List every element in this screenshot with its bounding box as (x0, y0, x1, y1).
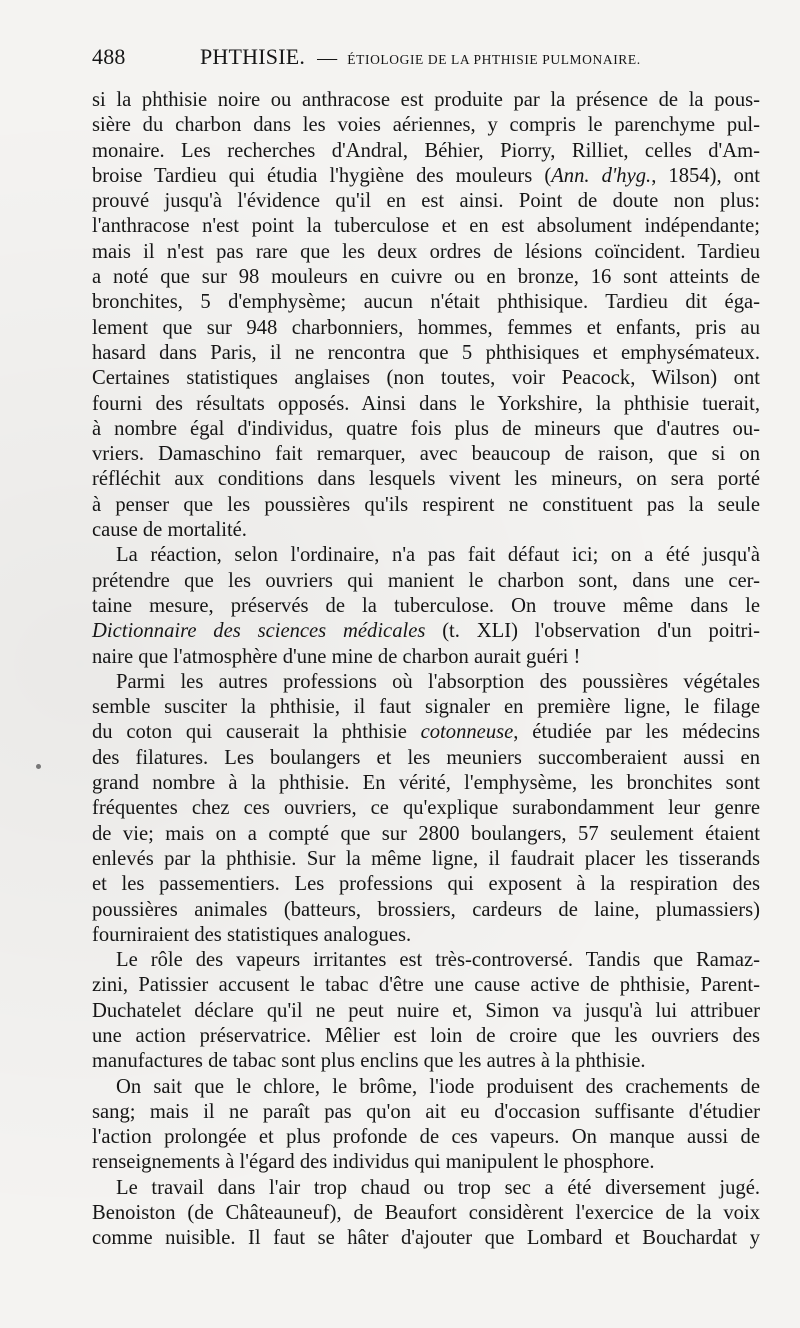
text-segment: broise Tardieu qui étudia l'hygiène des mouleurs ( (92, 164, 552, 187)
text-segment: , étudiée par les médecins (513, 721, 760, 744)
italic-citation: cotonneuse (420, 721, 514, 744)
text-line (92, 1049, 760, 1074)
text-segment: Benoiston (de Châteauneuf), de Beaufort considèrent l'exercice de la voix (92, 1202, 760, 1225)
text-segment: (t. XLI) l'observation d'un poitri- (425, 620, 760, 643)
text-line (92, 872, 760, 897)
text-segment: Certaines statistiques anglaises (non toutes, voir Peacock, Wilson) ont (92, 367, 760, 390)
text-line (92, 113, 760, 138)
text-line (92, 341, 760, 366)
text-line (92, 796, 760, 821)
text-line (92, 948, 760, 973)
text-segment: Le travail dans l'air trop chaud ou trop sec a été diversement jugé. (116, 1176, 760, 1199)
text-line (92, 543, 760, 568)
paragraph (92, 670, 760, 948)
text-segment: Duchatelet déclare qu'il ne peut nuire et, Simon va jusqu'à lui attribuer (92, 999, 760, 1022)
text-segment: prétendre que les ouvriers qui manient le charbon sont, dans une cer- (92, 569, 760, 592)
text-line (92, 442, 760, 467)
text-line (92, 316, 760, 341)
text-segment: une action préservatrice. Mêlier est loin de croire que les ouvriers des (92, 1024, 760, 1047)
text-line (92, 493, 760, 518)
text-line (92, 139, 760, 164)
text-segment: taine mesure, préservés de la tuberculose. On trouve même dans le (92, 594, 760, 617)
text-line (92, 720, 760, 745)
section-title: PHTHISIE. (200, 44, 306, 69)
text-line (92, 594, 760, 619)
text-line (92, 1125, 760, 1150)
text-segment: zini, Patissier accusent le tabac d'être une cause active de phthisie, Parent- (92, 974, 760, 997)
text-segment: a noté que sur 98 mouleurs en cuivre ou en bronze, 16 sont atteints de (92, 266, 760, 289)
text-segment: , 1854), ont (651, 164, 760, 187)
text-line (92, 1201, 760, 1226)
text-line (92, 1150, 760, 1175)
text-segment: réfléchit aux conditions dans lesquels vivent les mineurs, on sera porté (92, 468, 760, 491)
text-segment: fourniraient des statistiques analogues. (92, 923, 412, 946)
text-line (92, 898, 760, 923)
text-line (92, 923, 760, 948)
text-segment: sière du charbon dans les voies aériennes, y compris le parenchyme pul- (92, 114, 760, 137)
text-segment: La réaction, selon l'ordinaire, n'a pas fait défaut ici; on a été jusqu'à (116, 544, 760, 567)
paragraph (92, 543, 760, 669)
paragraph (92, 88, 760, 543)
italic-citation: Dictionnaire des sciences médicales (92, 620, 426, 643)
text-line (92, 645, 760, 670)
text-segment: renseignements à l'égard des individus qui manipulent le phosphore. (92, 1151, 655, 1174)
text-segment: grand nombre à la phthisie. En vérité, l'emphysème, les bronchites sont (92, 772, 760, 795)
text-line (92, 265, 760, 290)
text-line (92, 467, 760, 492)
page-number: 488 (92, 44, 126, 69)
paragraph (92, 1075, 760, 1176)
text-line (92, 366, 760, 391)
running-head (92, 44, 760, 80)
text-segment: enlevés par la phthisie. Sur la même ligne, il faudrait placer les tisserands (92, 847, 760, 870)
text-segment: et les passementiers. Les professions qui exposent à la respiration des (92, 873, 760, 896)
text-segment: comme nuisible. Il faut se hâter d'ajouter que Lombard et Bouchardat y (92, 1227, 760, 1250)
text-segment: manufactures de tabac sont plus enclins que les autres à la phthisie. (92, 1050, 646, 1073)
text-segment: à nombre égal d'individus, quatre fois plus de mineurs que d'autres ou- (92, 417, 760, 440)
text-segment: cause de mortalité. (92, 519, 247, 542)
text-line (92, 847, 760, 872)
text-segment: Parmi les autres professions où l'absorption des poussières végétales (116, 670, 760, 693)
text-segment: hasard dans Paris, il ne rencontra que 5 phthisiques et emphysémateux. (92, 341, 760, 364)
text-segment: Le rôle des vapeurs irritantes est très-controversé. Tandis que Ramaz- (116, 949, 760, 972)
text-line (92, 1075, 760, 1100)
text-line (92, 1226, 760, 1251)
text-segment: semble susciter la phthisie, il faut signaler en première ligne, le filage (92, 696, 760, 719)
body-text (92, 88, 760, 1252)
text-segment: On sait que le chlore, le brôme, l'iode produisent des crachements de (116, 1075, 760, 1098)
text-line (92, 619, 760, 644)
text-line (92, 569, 760, 594)
header-separator: — (317, 47, 338, 69)
paragraph (92, 1176, 760, 1252)
text-line (92, 518, 760, 543)
text-line (92, 695, 760, 720)
text-segment: poussières animales (batteurs, brossiers, cardeurs de laine, plumassiers) (92, 898, 760, 921)
text-segment: fréquentes chez ces ouvriers, ce qu'explique surabondamment leur genre (92, 797, 760, 820)
text-segment: lement que sur 948 charbonniers, hommes, femmes et enfants, pris au (92, 316, 760, 339)
margin-mark (36, 764, 41, 769)
text-line (92, 88, 760, 113)
text-line (92, 392, 760, 417)
text-segment: l'anthracose n'est point la tuberculose et en est absolument indépendante; (92, 215, 760, 238)
text-segment: si la phthisie noire ou anthracose est produite par la présence de la pous- (92, 89, 760, 111)
text-line (92, 417, 760, 442)
text-line (92, 240, 760, 265)
text-line (92, 822, 760, 847)
italic-citation: Ann. d'hyg. (551, 164, 652, 187)
text-line (92, 999, 760, 1024)
text-line (92, 1100, 760, 1125)
text-line (92, 771, 760, 796)
text-segment: des filatures. Les boulangers et les meuniers succomberaient aussi en (92, 746, 760, 769)
text-segment: à penser que les poussières qu'ils respirent ne constituent pas la seule (92, 493, 760, 516)
text-segment: du coton qui causerait la phthisie (92, 721, 421, 744)
text-line (92, 214, 760, 239)
text-segment: sang; mais il ne paraît pas qu'on ait eu d'occasion suffisante d'étudier (92, 1100, 760, 1123)
text-line (92, 670, 760, 695)
chapter-title: ÉTIOLOGIE DE LA PHTHISIE PULMONAIRE. (347, 52, 641, 67)
text-line (92, 164, 760, 189)
text-segment: mais il n'est pas rare que les deux ordres de lésions coïncident. Tardieu (92, 240, 760, 263)
text-segment: l'action prolongée et plus profonde de ces vapeurs. On manque aussi de (92, 1126, 760, 1149)
text-line (92, 746, 760, 771)
text-segment: de vie; mais on a compté que sur 2800 boulangers, 57 seulement étaient (92, 822, 760, 845)
text-segment: vriers. Damaschino fait remarquer, avec beaucoup de raison, que si on (92, 443, 760, 466)
paragraph (92, 948, 760, 1074)
text-line (92, 1024, 760, 1049)
text-segment: monaire. Les recherches d'Andral, Béhier, Piorry, Rilliet, celles d'Am- (92, 139, 760, 162)
text-segment: prouvé jusqu'à l'évidence qu'il en est ainsi. Point de doute non plus: (92, 190, 760, 213)
text-segment: bronchites, 5 d'emphysème; aucun n'était phthisique. Tardieu dit éga- (92, 291, 760, 314)
text-line (92, 1176, 760, 1201)
text-line (92, 973, 760, 998)
text-segment: naire que l'atmosphère d'une mine de charbon aurait guéri ! (92, 645, 581, 668)
text-line (92, 189, 760, 214)
text-segment: fourni des résultats opposés. Ainsi dans le Yorkshire, la phthisie tuerait, (92, 392, 760, 415)
text-line (92, 290, 760, 315)
